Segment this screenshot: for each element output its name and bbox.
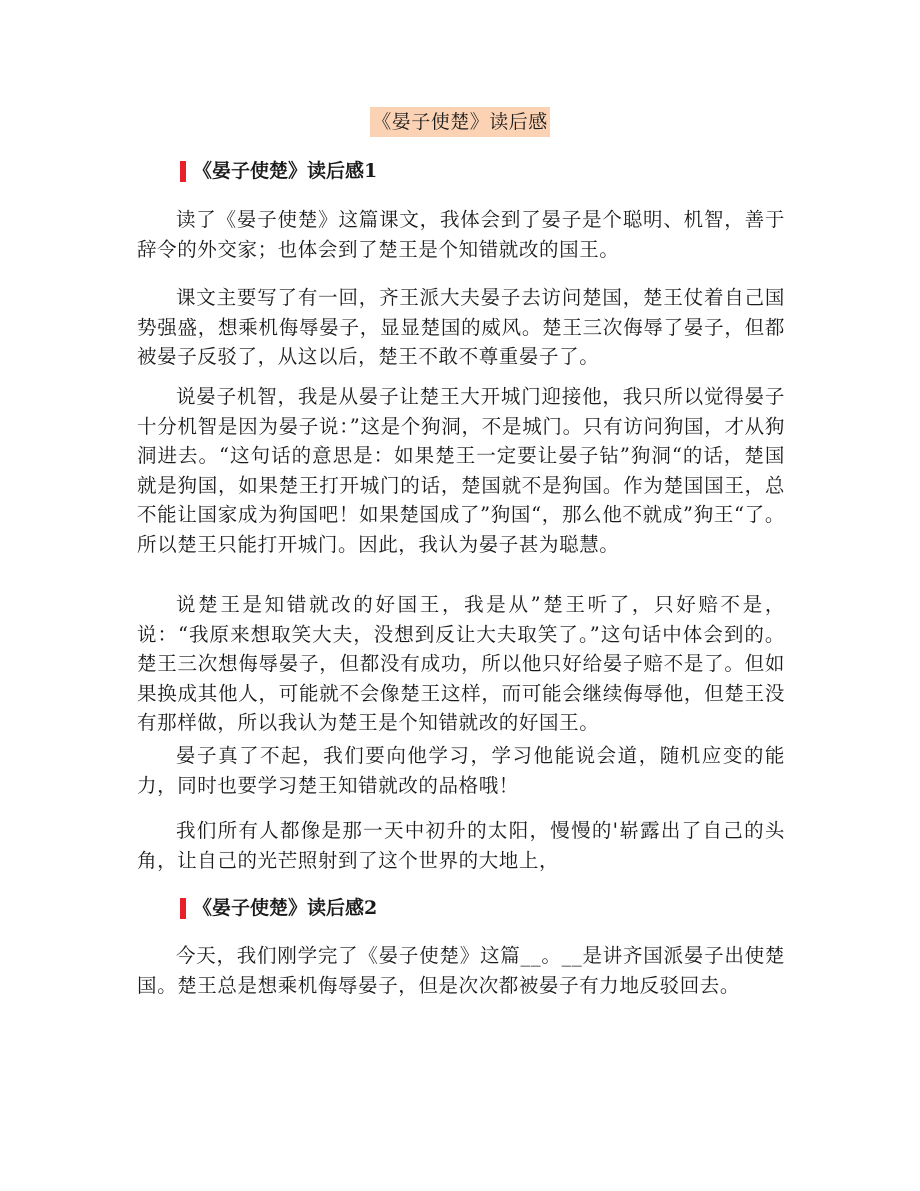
- paragraph: 课文主要写了有一回，齐王派大夫晏子去访问楚国，楚王仗着自己国势强盛，想乘机侮辱晏子，显显楚国的威风。楚王三次侮辱了晏子，但都被晏子反驳了，从这以后，楚王不敢不尊重晏子了。: [137, 286, 785, 368]
- paragraph: 我们所有人都像是那一天中初升的太阳，慢慢的'崭露出了自己的头角，让自己的光芒照射到了这个世界的大地上，: [137, 819, 785, 872]
- heading-marker-icon: [180, 161, 186, 182]
- paragraph: 晏子真了不起，我们要向他学习，学习他能说会道，随机应变的能力，同时也要学习楚王知错就改的品格哦！: [137, 744, 785, 797]
- section-heading-1: [180, 158, 377, 184]
- heading-marker-icon: [180, 898, 186, 919]
- section-heading-text: 《晏子使楚》读后感1: [193, 160, 378, 182]
- paragraph: 说楚王是知错就改的好国王，我是从”楚王听了，只好赔不是，说：“我原来想取笑大夫，没想到反让大夫取笑了。”这句话中体会到的。楚王三次想侮辱晏子，但都没有成功，所以他只好给晏子赔不是了。但如果换成其他人，可能就不会像楚王这样，而可能会继续侮辱他，但楚王没有那样做，所以我认为楚王是个知错就改的好国王。: [137, 593, 785, 734]
- document-title: 《晏子使楚》读后感: [370, 107, 550, 137]
- title-row: [0, 107, 920, 137]
- paragraph: 读了《晏子使楚》这篇课文，我体会到了晏子是个聪明、机智，善于辞令的外交家；也体会到了楚王是个知错就改的国王。: [137, 208, 785, 261]
- paragraph: 说晏子机智，我是从晏子让楚王大开城门迎接他，我只所以觉得晏子十分机智是因为晏子说：”这是个狗洞，不是城门。只有访问狗国，才从狗洞进去。“这句话的意思是：如果楚王一定要让晏子钻”狗洞“的话，楚国就是狗国，如果楚王打开城门的话，楚国就不是狗国。作为楚国国王，总不能让国家成为狗国吧！如果楚国成了”狗国“，那么他不就成”狗王“了。所以楚王只能打开城门。因此，我认为晏子甚为聪慧。: [137, 385, 785, 556]
- section-heading-text: 《晏子使楚》读后感2: [193, 897, 378, 919]
- paragraph: 今天，我们刚学完了《晏子使楚》这篇__。__是讲齐国派晏子出使楚国。楚王总是想乘机侮辱晏子，但是次次都被晏子有力地反驳回去。: [137, 944, 785, 997]
- section-heading-2: [180, 895, 377, 921]
